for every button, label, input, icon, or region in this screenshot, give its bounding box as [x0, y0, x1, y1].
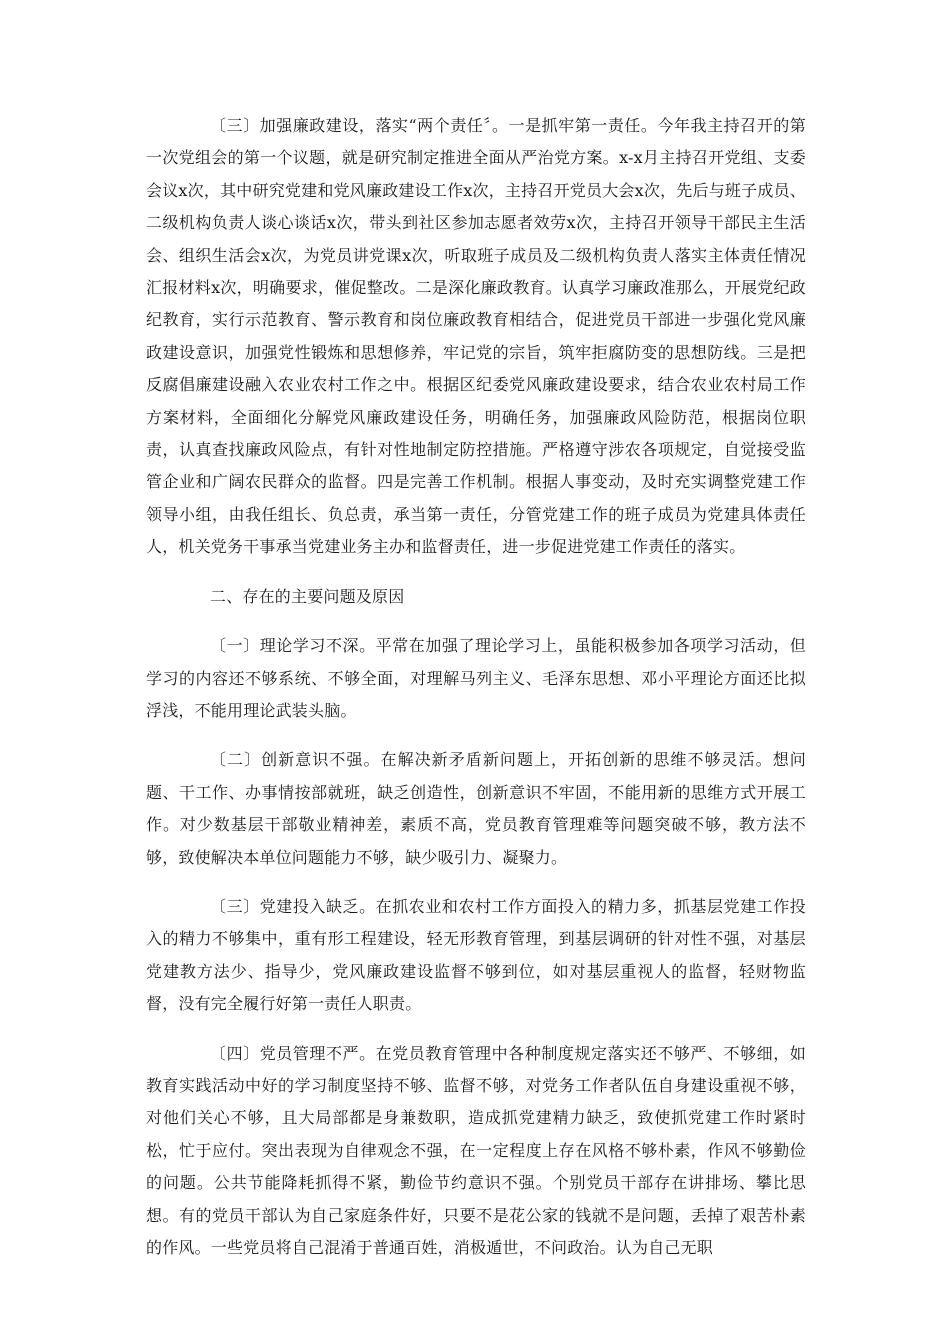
paragraph-issue-party-investment: 〔三〕党建投入缺乏。在抓农业和农村工作方面投入的精力多，抓基层党建工作投入的精力不够集中，重有形工程建设，轻无形教育管理，到基层调研的针对性不强，对基层党建教方法少、指导少，党风廉政建设监督不够到位，如对基层重视人的监督，轻财物监督，没有完全履行好第一责任人职责。 — [146, 896, 806, 1014]
paragraph-issue-theory-study: 〔一〕理论学习不深。平常在加强了理论学习上，虽能积极参加各项学习活动，但学习的内容还不够系统、不够全面，对理解马列主义、毛泽东思想、邓小平理论方面还比拟浮浅，不能用理论武装头脑。 — [146, 636, 806, 720]
paragraph-party-integrity: 〔三〕加强廉政建设，落实“两个责任〞。一是抓牢第一责任。今年我主持召开的第一次党组会的第一个议题，就是研究制定推进全面从严治党方案。x-x月主持召开党组、支委会议x次，其中研究党建和党风廉政建设工作x次，主持召开党员大会x次，先后与班子成员、二级机构负责人谈心谈话x次，带头到社区参加志愿者效劳x次，主持召开领导干部民主生活会、组织生活会x次，为党员讲党课x次，听取班子成员及二级机构负责人落实主体责任情况汇报材料x次，明确要求，催促整改。二是深化廉政教育。认真学习廉政准那么，开展党纪政纪教育，实行示范教育、警示教育和岗位廉政教育相结合，促进党员干部进一步强化党风廉政建设意识，加强党性锻炼和思想修养，牢记党的宗旨，筑牢拒腐防变的思想防线。三是把反腐倡廉建设融入农业农村工作之中。根据区纪委党风廉政建设要求，结合农业农村局工作方案材料，全面细化分解党风廉政建设任务，明确任务，加强廉政风险防范，根据岗位职责，认真查找廉政风险点，有针对性地制定防控措施。严格遵守涉农各项规定，自觉接受监管企业和广阔农民群众的监督。四是完善工作机制。根据人事变动，及时充实调整党建工作领导小组，由我任组长、负总责，承当第一责任，分管党建工作的班子成员为党建具体责任人，机关党务干事承当党建业务主办和监督责任，进一步促进党建工作责任的落实。 — [146, 116, 806, 557]
document-body — [146, 110, 806, 1281]
paragraph-issue-innovation: 〔二〕创新意识不强。在解决新矛盾新问题上，开拓创新的思维不够灵活。想问题、干工作、办事情按部就班，缺乏创造性，创新意识不牢固，不能用新的思维方式开展工作。对少数基层干部敬业精神差，素质不高，党员教育管理难等问题突破不够，教方法不够，致使解决本单位问题能力不够，缺少吸引力、凝聚力。 — [146, 750, 806, 867]
section-heading-problems: 二、存在的主要问题及原因 — [210, 586, 405, 606]
paragraph-issue-member-management: 〔四〕党员管理不严。在党员教育管理中各种制度规定落实还不够严、不够细，如教育实践活动中好的学习制度坚持不够、监督不够，对党务工作者队伍自身建设重视不够，对他们关心不够，且大局部都是身兼数职，造成抓党建精力缺乏，致使抓党建工作时紧时松，忙于应付。突出表现为自律观念不强，在一定程度上存在风格不够朴素，作风不够勤俭的问题。公共节能降耗抓得不紧，勤俭节约意识不强。个别党员干部存在讲排场、攀比思想。有的党员干部认为自己家庭条件好，只要不是花公家的钱就不是问题，丢掉了艰苦朴素的作风。一些党员将自己混淆于普通百姓，消极遁世，不问政治。认为自己无职 — [146, 1043, 806, 1257]
